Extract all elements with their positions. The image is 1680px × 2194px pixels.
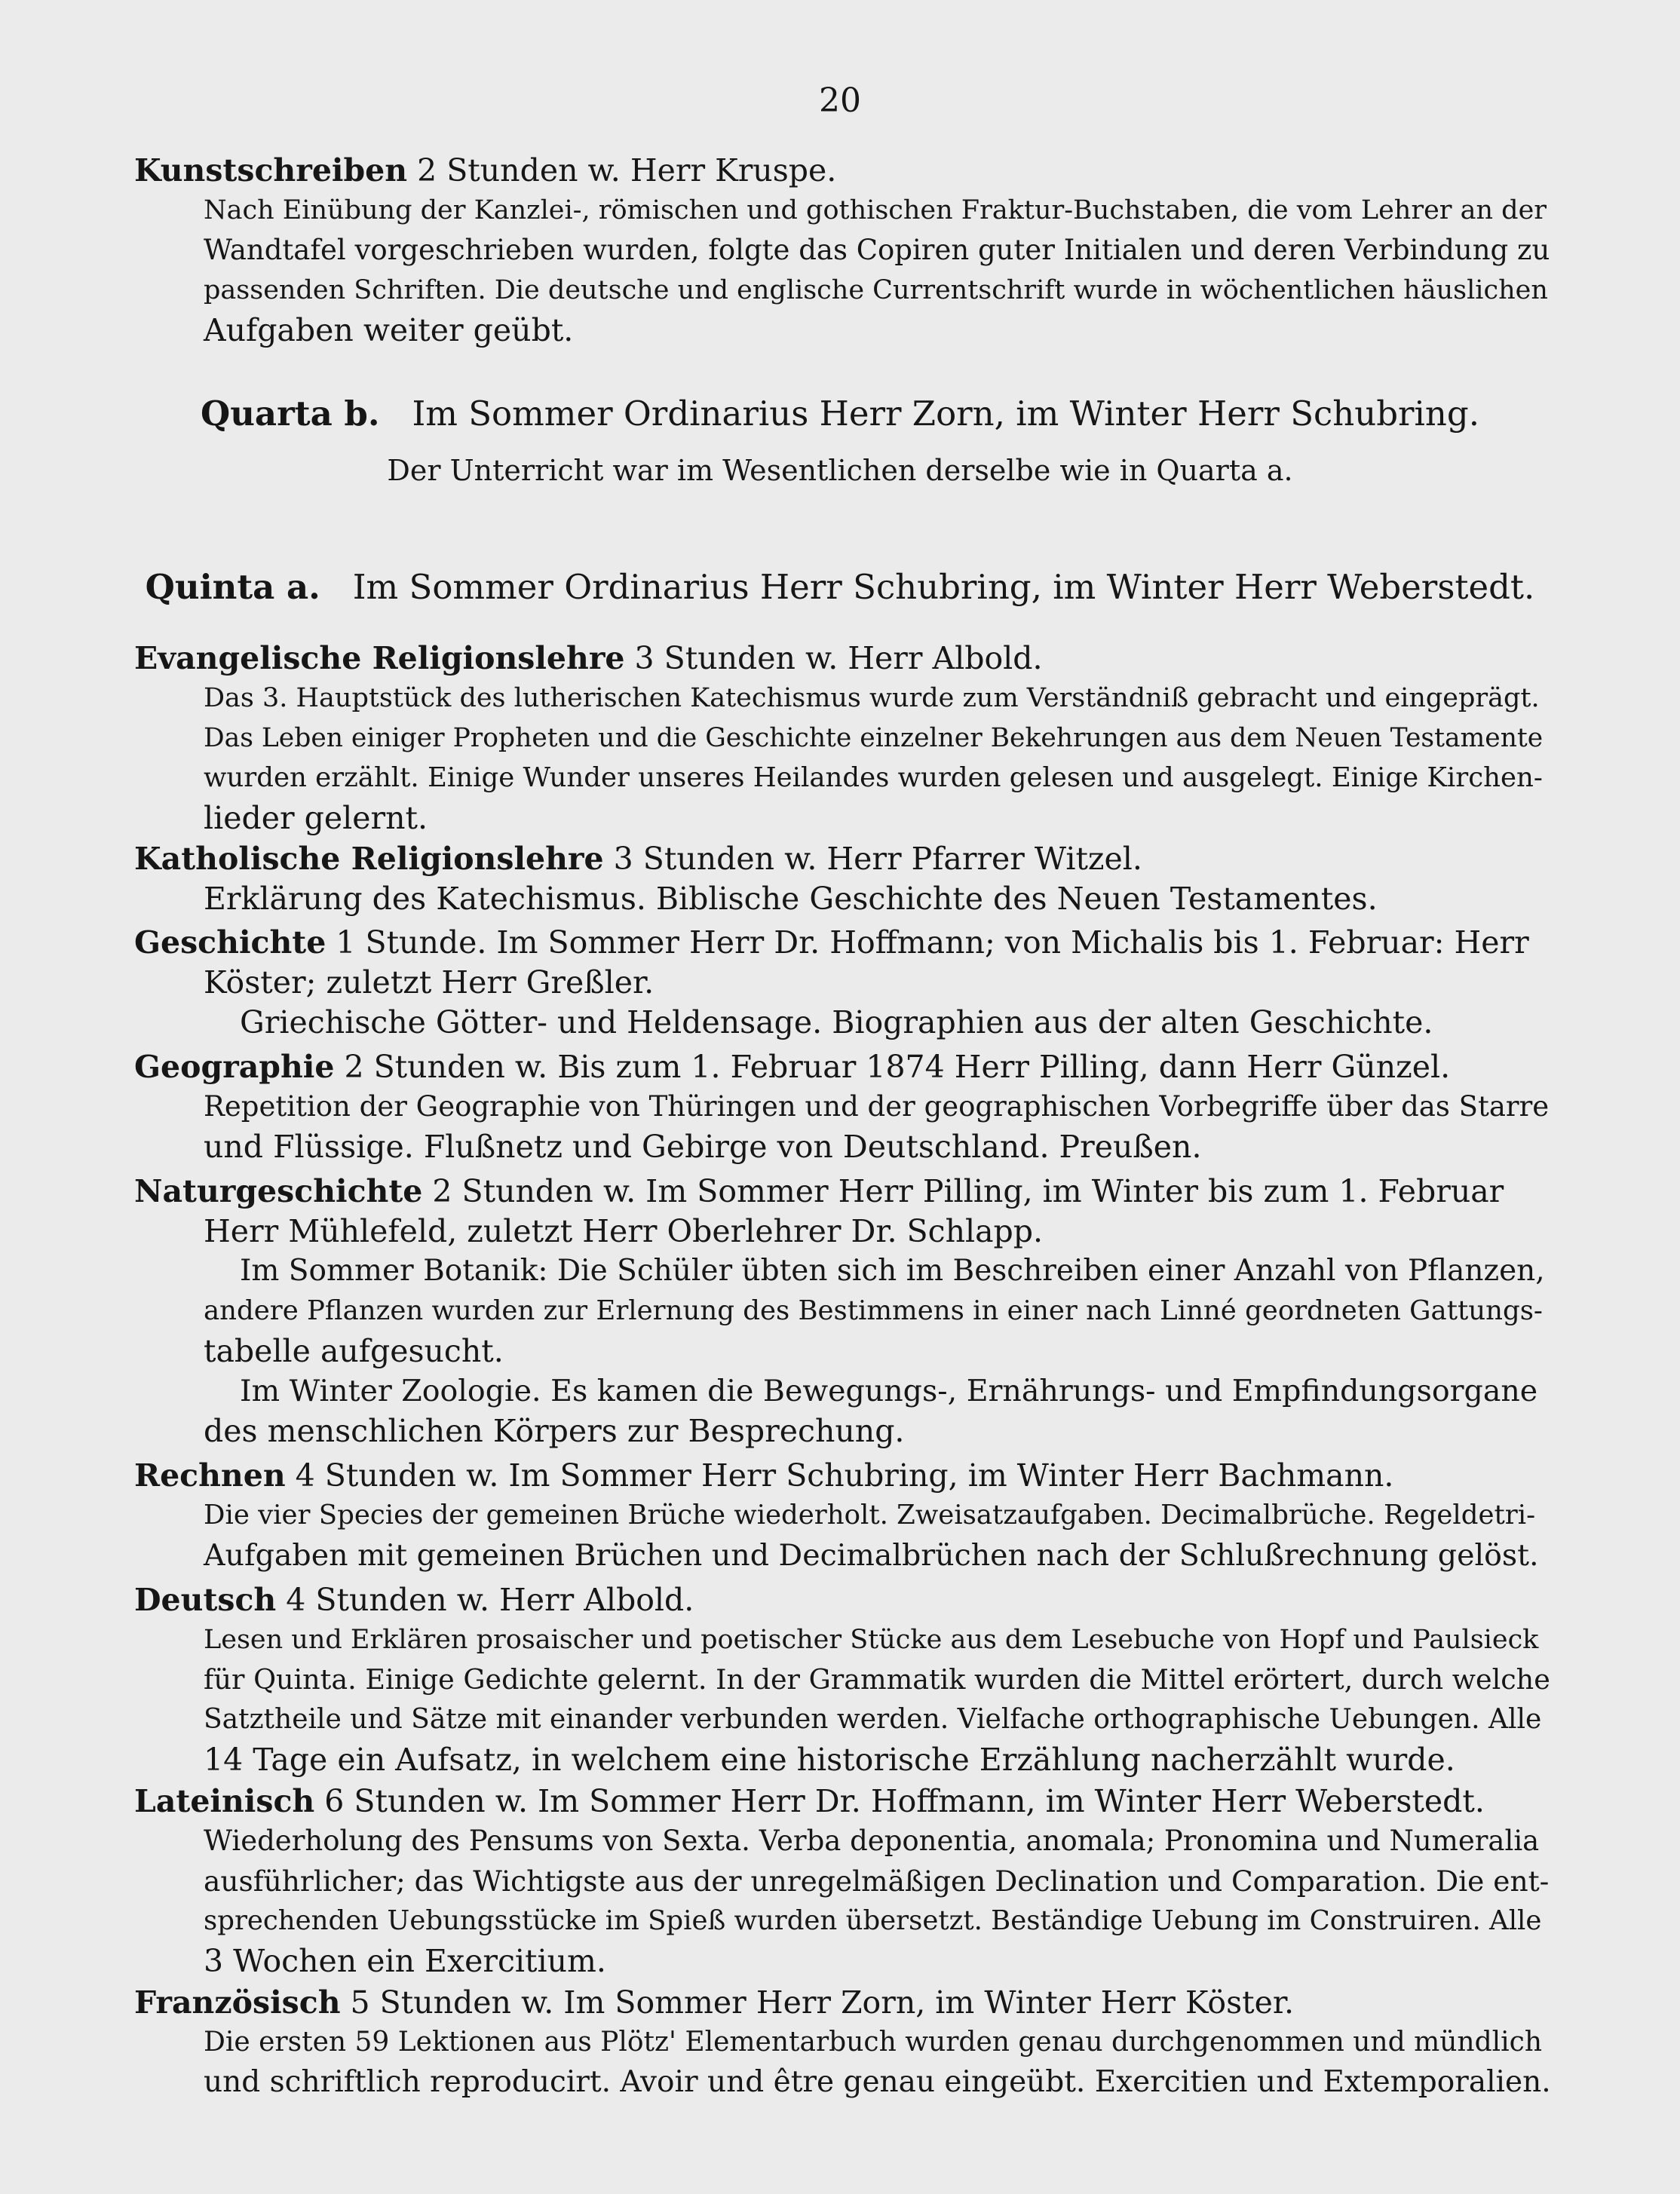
section-heading-evangelische: Evangelische Religionslehre <box>134 640 625 676</box>
text-line: ausführlicher; das Wichtigste aus der unregelmäßigen Declination und Comparation. Die ent- <box>204 1865 1550 1898</box>
text-line: Die vier Species der gemeinen Brüche wiederholt. Zweisatzaufgaben. Decimalbrüche. Regeldetri- <box>204 1500 1536 1531</box>
text-line: Repetition der Geographie von Thüringen und der geographischen Vorbegriffe über das Starre <box>204 1090 1550 1123</box>
section-heading-lateinisch: Lateinisch <box>134 1783 315 1819</box>
text-line: des menschlichen Körpers zur Besprechung. <box>204 1413 905 1449</box>
section-heading-geschichte: Geschichte <box>134 924 326 961</box>
section-heading-katholische: Katholische Religionslehre <box>134 841 604 877</box>
text-line: Das Leben einiger Propheten und die Geschichte einzelner Bekehrungen aus dem Neuen Testamente <box>204 723 1544 753</box>
text-line: Lesen und Erklären prosaischer und poetischer Stücke aus dem Lesebuche von Hopf und Paulsieck <box>204 1625 1539 1655</box>
text-line: Nach Einübung der Kanzlei-, römischen und gothischen Fraktur-Buchstaben, die vom Lehrer an der <box>204 195 1547 225</box>
rechnen-heading-line <box>134 1456 1552 1495</box>
section-heading-deutsch: Deutsch <box>134 1582 277 1618</box>
section-teacher: 3 Stunden w. Herr Pfarrer Witzel. <box>603 841 1142 877</box>
text-line: Köster; zuletzt Herr Greßler. <box>204 964 655 1000</box>
geschichte-heading-line <box>134 923 1552 962</box>
section-teacher: 1 Stunde. Im Sommer Herr Dr. Hoffmann; von Michalis bis 1. Februar: Herr <box>326 924 1529 961</box>
text-line: Im Winter Zoologie. Es kamen die Bewegungs-, Ernährungs- und Empfindungsorgane <box>240 1374 1538 1408</box>
text-line: Wandtafel vorgeschrieben wurden, folgte das Copiren guter Initialen und deren Verbindung zu <box>204 234 1550 266</box>
text-line: Griechische Götter- und Heldensage. Biographien aus der alten Geschichte. <box>240 1004 1433 1040</box>
class-ordinarius: Im Sommer Ordinarius Herr Schubring, im Winter Herr Weberstedt. <box>352 567 1535 607</box>
text-line: 3 Wochen ein Exercitium. <box>204 1943 606 1979</box>
section-heading-naturgeschichte: Naturgeschichte <box>134 1173 423 1209</box>
class-header-quarta-b <box>0 394 1680 434</box>
section-heading-kunstschreiben: Kunstschreiben <box>134 152 408 188</box>
page-number: 20 <box>819 81 861 120</box>
text-line: für Quinta. Einige Gedichte gelernt. In der Grammatik wurden die Mittel erörtert, durch welche <box>204 1663 1550 1696</box>
text-line: und schriftlich reproducirt. Avoir und être genau eingeübt. Exercitien und Extemporalien. <box>204 2065 1551 2099</box>
text-line: Wiederholung des Pensums von Sexta. Verba deponentia, anomala; Pronomina und Numeralia <box>204 1825 1540 1857</box>
text-line: Satztheile und Sätze mit einander verbunden werden. Vielfache orthographische Uebungen. Alle <box>204 1704 1542 1735</box>
text-line: Die ersten 59 Lektionen aus Plötz' Elementarbuch wurden genau durchgenommen und mündlich <box>204 2027 1543 2058</box>
section-teacher: 2 Stunden w. Herr Kruspe. <box>407 152 837 188</box>
text-line: 14 Tage ein Aufsatz, in welchem eine historische Erzählung nacherzählt wurde. <box>204 1742 1455 1778</box>
lateinisch-heading-line <box>134 1782 1552 1821</box>
evangelische-heading-line <box>134 639 1552 678</box>
text-line: Erklärung des Katechismus. Biblische Geschichte des Neuen Testamentes. <box>204 881 1378 917</box>
text-line: und Flüssige. Flußnetz und Gebirge von Deutschland. Preußen. <box>204 1129 1202 1165</box>
section-teacher: 6 Stunden w. Im Sommer Herr Dr. Hoffmann, im Winter Herr Weberstedt. <box>314 1783 1485 1819</box>
section-teacher: 5 Stunden w. Im Sommer Herr Zorn, im Winter Herr Köster. <box>340 1984 1295 2021</box>
section-teacher: 4 Stunden w. Herr Albold. <box>276 1582 694 1618</box>
text-line: lieder gelernt. <box>204 800 428 836</box>
text-line: tabelle aufgesucht. <box>204 1333 504 1369</box>
text-line: wurden erzählt. Einige Wunder unseres Heilandes wurden gelesen und ausgelegt. Einige Kirchen- <box>204 762 1543 793</box>
text-line: sprechenden Uebungsstücke im Spieß wurden übersetzt. Beständige Uebung im Construiren. Alle <box>204 1905 1542 1936</box>
deutsch-heading-line <box>134 1580 1552 1619</box>
katholische-heading-line <box>134 839 1552 878</box>
text-line: Das 3. Hauptstück des lutherischen Katechismus wurde zum Verständniß gebracht und eingeprägt. <box>204 683 1540 713</box>
section-teacher: 2 Stunden w. Im Sommer Herr Pilling, im Winter bis zum 1. Februar <box>422 1173 1504 1209</box>
geographie-heading-line <box>134 1047 1552 1086</box>
class-title: Quinta a. <box>145 567 320 607</box>
section-teacher: 2 Stunden w. Bis zum 1. Februar 1874 Herr Pilling, dann Herr Günzel. <box>334 1049 1451 1085</box>
section-heading-franzoesisch: Französisch <box>134 1984 341 2021</box>
text-line: Aufgaben weiter geübt. <box>204 312 574 348</box>
section-teacher: 3 Stunden w. Herr Albold. <box>624 640 1043 676</box>
text-line: passenden Schriften. Die deutsche und englische Currentschrift wurde in wöchentlichen häuslichen <box>204 275 1548 305</box>
franzoesisch-heading-line <box>134 1983 1552 2022</box>
section-heading-rechnen: Rechnen <box>134 1457 286 1494</box>
kunstschreiben-heading-line <box>134 151 1552 190</box>
class-title: Quarta b. <box>201 394 380 434</box>
text-line: Herr Mühlefeld, zuletzt Herr Oberlehrer Dr. Schlapp. <box>204 1213 1044 1249</box>
text-line: Im Sommer Botanik: Die Schüler übten sich im Beschreiben einer Anzahl von Pflanzen, <box>240 1254 1545 1288</box>
class-ordinarius: Im Sommer Ordinarius Herr Zorn, im Winter Herr Schubring. <box>412 394 1479 434</box>
class-note: Der Unterricht war im Wesentlichen derselbe wie in Quarta a. <box>387 454 1293 487</box>
text-line: andere Pflanzen wurden zur Erlernung des Bestimmens in einer nach Linné geordneten Gattungs- <box>204 1295 1543 1326</box>
section-teacher: 4 Stunden w. Im Sommer Herr Schubring, im Winter Herr Bachmann. <box>285 1457 1394 1494</box>
section-heading-geographie: Geographie <box>134 1049 335 1085</box>
class-header-quinta-a <box>0 567 1680 607</box>
text-line: Aufgaben mit gemeinen Brüchen und Decimalbrüchen nach der Schlußrechnung gelöst. <box>204 1538 1539 1573</box>
naturgeschichte-heading-line <box>134 1172 1552 1211</box>
